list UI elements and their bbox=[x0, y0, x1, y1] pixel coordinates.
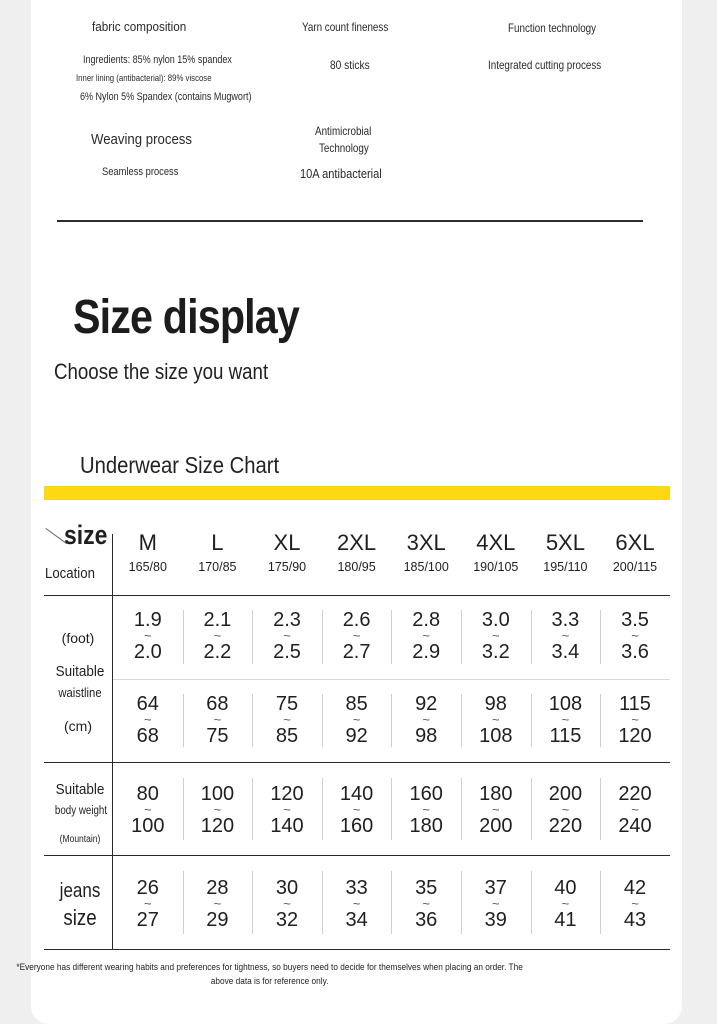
tilde: ~ bbox=[144, 802, 152, 817]
weight-bottom-rule bbox=[44, 855, 670, 856]
jeans-cell-max: 43 bbox=[623, 909, 647, 931]
waist-cm-cell bbox=[252, 694, 322, 746]
tilde: ~ bbox=[492, 712, 500, 727]
fabric-line-3: 6% Nylon 5% Spandex (contains Mugwort) bbox=[80, 91, 252, 103]
column-separator bbox=[600, 871, 601, 934]
jeans-cell-max: 41 bbox=[554, 909, 577, 931]
waist-cm-cell bbox=[113, 694, 183, 746]
antimicrobial-value: 10A antibacterial bbox=[300, 166, 382, 181]
waist-foot-cell-min: 3.5 bbox=[621, 609, 649, 631]
weaving-value: Seamless process bbox=[102, 166, 179, 178]
jeans-cell-min: 37 bbox=[484, 877, 507, 899]
disclaimer-note: *Everyone has different wearing habits and preferences for tightness, so buyers need to decide for themselves when placing an order. The above data is for reference only. bbox=[16, 962, 523, 986]
column-separator bbox=[600, 778, 601, 840]
waist-foot-cell-max: 3.6 bbox=[621, 641, 649, 663]
jeans-cell-min: 35 bbox=[415, 877, 438, 899]
waist-cm-cell bbox=[182, 694, 252, 746]
weight-cell-min: 80 bbox=[136, 783, 159, 805]
tilde: ~ bbox=[561, 802, 570, 817]
waist-foot-cell bbox=[182, 610, 252, 662]
jeans-cell-max: 32 bbox=[275, 909, 299, 931]
jeans-cell-min: 28 bbox=[206, 877, 229, 899]
column-separator bbox=[600, 610, 601, 664]
tilde: ~ bbox=[283, 802, 291, 817]
jeans-cell-max: 27 bbox=[136, 909, 159, 931]
weight-cell-min: 220 bbox=[618, 783, 652, 805]
column-separator bbox=[391, 694, 392, 747]
jeans-cell-min: 42 bbox=[623, 877, 647, 899]
page-title: Size display bbox=[73, 291, 299, 344]
size-header-4xl: 4XL bbox=[476, 530, 516, 555]
antimicrobial-label-1: Antimicrobial bbox=[315, 124, 372, 138]
tilde: ~ bbox=[144, 712, 152, 727]
jeans-cell bbox=[600, 878, 670, 930]
weight-cell-min: 180 bbox=[479, 783, 513, 805]
waist-cm-label: (cm) bbox=[64, 718, 92, 734]
height-waist-4xl: 190/105 bbox=[473, 560, 519, 574]
weight-cell bbox=[461, 784, 531, 836]
weight-cell-max: 240 bbox=[618, 815, 652, 837]
jeans-cell-min: 30 bbox=[275, 877, 299, 899]
waist-cm-cell bbox=[391, 694, 461, 746]
column-separator bbox=[391, 778, 392, 840]
tilde: ~ bbox=[213, 712, 222, 727]
weight-cell-max: 160 bbox=[339, 815, 374, 837]
waist-foot-cell-max: 3.2 bbox=[481, 641, 510, 663]
column-separator bbox=[461, 871, 462, 934]
tilde: ~ bbox=[213, 896, 222, 911]
jeans-cell bbox=[252, 878, 322, 930]
weight-cell-max: 220 bbox=[548, 815, 583, 837]
weight-cell-max: 120 bbox=[200, 815, 235, 837]
column-separator bbox=[252, 694, 253, 747]
jeans-cell bbox=[322, 878, 392, 930]
tilde: ~ bbox=[631, 628, 639, 643]
tilde: ~ bbox=[561, 628, 570, 643]
height-waist-5xl: 195/110 bbox=[543, 560, 588, 574]
waist-foot-cell bbox=[252, 610, 322, 662]
size-header-2xl: 2XL bbox=[337, 530, 377, 555]
header-rule bbox=[44, 595, 670, 596]
column-separator bbox=[183, 778, 184, 840]
header-size-label: size bbox=[64, 520, 108, 550]
column-separator bbox=[252, 610, 253, 664]
column-separator bbox=[391, 610, 392, 664]
tilde: ~ bbox=[561, 896, 570, 911]
column-separator bbox=[322, 610, 323, 664]
weight-cell bbox=[530, 784, 600, 836]
weight-cell bbox=[182, 784, 252, 836]
waist-foot-cell-max: 3.4 bbox=[551, 641, 580, 663]
waist-cm-cell-min: 68 bbox=[206, 693, 229, 715]
waist-foot-cell-max: 2.7 bbox=[342, 641, 371, 663]
height-waist-m: 165/80 bbox=[128, 560, 167, 574]
column-separator bbox=[531, 610, 532, 664]
jeans-cell-max: 29 bbox=[206, 909, 229, 931]
waist-foot-cell-min: 3.0 bbox=[481, 609, 510, 631]
weight-cell-min: 100 bbox=[200, 783, 235, 805]
weight-cell-min: 160 bbox=[409, 783, 443, 805]
column-separator bbox=[391, 871, 392, 934]
size-header-xl: XL bbox=[273, 530, 301, 555]
fabric-line-1: Ingredients: 85% nylon 15% spandex bbox=[83, 54, 232, 66]
tilde: ~ bbox=[492, 628, 500, 643]
waist-foot-cell bbox=[322, 610, 392, 662]
waist-cm-cell bbox=[530, 694, 600, 746]
header-location-label: Location bbox=[45, 565, 95, 582]
chart-title: Underwear Size Chart bbox=[80, 452, 280, 478]
waist-foot-cell-min: 2.8 bbox=[412, 609, 441, 631]
tilde: ~ bbox=[352, 802, 361, 817]
jeans-label: jeans bbox=[59, 880, 101, 902]
jeans-cell-min: 26 bbox=[136, 877, 159, 899]
page-subtitle: Choose the size you want bbox=[54, 359, 269, 384]
jeans-cell bbox=[461, 878, 531, 930]
yarn-label: Yarn count fineness bbox=[302, 20, 389, 34]
column-separator bbox=[322, 778, 323, 840]
size-header-6xl: 6XL bbox=[615, 530, 655, 555]
waist-cm-cell-min: 98 bbox=[484, 693, 507, 715]
antimicrobial-label-2: Technology bbox=[319, 141, 369, 155]
function-value: Integrated cutting process bbox=[488, 58, 602, 72]
column-separator bbox=[461, 778, 462, 840]
waist-cm-cell-max: 98 bbox=[415, 725, 438, 747]
tilde: ~ bbox=[422, 896, 430, 911]
column-separator bbox=[252, 778, 253, 840]
jeans-size-label: size bbox=[63, 905, 97, 930]
waist-foot-cell bbox=[600, 610, 670, 662]
waist-cm-cell-max: 92 bbox=[345, 725, 368, 747]
waist-foot-cell bbox=[391, 610, 461, 662]
waist-mid-rule bbox=[112, 679, 670, 680]
tilde: ~ bbox=[492, 802, 500, 817]
column-separator bbox=[183, 610, 184, 664]
waist-cm-cell bbox=[461, 694, 531, 746]
waist-bottom-rule bbox=[44, 762, 670, 763]
waist-foot-cell bbox=[461, 610, 531, 662]
height-waist-3xl: 185/100 bbox=[403, 560, 449, 574]
jeans-cell bbox=[530, 878, 600, 930]
column-separator bbox=[531, 694, 532, 747]
jeans-cell-max: 36 bbox=[415, 909, 438, 931]
tilde: ~ bbox=[561, 712, 570, 727]
fabric-label: fabric composition bbox=[92, 19, 187, 34]
column-separator bbox=[600, 694, 601, 747]
jeans-cell bbox=[182, 878, 252, 930]
weaving-label: Weaving process bbox=[91, 131, 193, 148]
column-separator bbox=[183, 694, 184, 747]
height-waist-xl: 175/90 bbox=[267, 560, 307, 574]
waistline-label: waistline bbox=[58, 686, 102, 700]
tilde: ~ bbox=[631, 712, 639, 727]
weight-cell-min: 140 bbox=[339, 783, 374, 805]
jeans-cell-min: 40 bbox=[554, 877, 577, 899]
weight-cell-max: 100 bbox=[131, 815, 165, 837]
column-separator bbox=[531, 778, 532, 840]
weight-cell-max: 200 bbox=[479, 815, 513, 837]
tilde: ~ bbox=[283, 628, 291, 643]
jeans-cell-max: 39 bbox=[484, 909, 507, 931]
weight-cell bbox=[600, 784, 670, 836]
tilde: ~ bbox=[213, 628, 222, 643]
waist-cm-cell-max: 68 bbox=[136, 725, 159, 747]
waist-cm-cell bbox=[322, 694, 392, 746]
waist-cm-cell-max: 120 bbox=[618, 725, 652, 747]
waist-cm-cell-min: 64 bbox=[136, 693, 159, 715]
weight-cell bbox=[252, 784, 322, 836]
waist-foot-cell-min: 2.6 bbox=[342, 609, 371, 631]
waist-foot-cell bbox=[530, 610, 600, 662]
tilde: ~ bbox=[631, 896, 639, 911]
column-separator bbox=[183, 871, 184, 934]
tilde: ~ bbox=[631, 802, 639, 817]
waist-cm-cell-max: 75 bbox=[206, 725, 229, 747]
waist-foot-cell-max: 2.9 bbox=[412, 641, 441, 663]
column-separator bbox=[322, 694, 323, 747]
tilde: ~ bbox=[144, 896, 152, 911]
weight-unit-label: (Mountain) bbox=[59, 834, 101, 845]
column-separator bbox=[461, 694, 462, 747]
height-waist-2xl: 180/95 bbox=[337, 560, 376, 574]
function-label: Function technology bbox=[508, 21, 597, 35]
size-header-5xl: 5XL bbox=[545, 530, 585, 555]
waist-foot-cell-min: 2.3 bbox=[273, 609, 301, 631]
tilde: ~ bbox=[352, 712, 361, 727]
waist-foot-cell-max: 2.5 bbox=[273, 641, 301, 663]
waist-cm-cell-max: 108 bbox=[479, 725, 513, 747]
waist-cm-cell-min: 115 bbox=[619, 693, 651, 715]
tilde: ~ bbox=[352, 896, 361, 911]
waist-cm-cell-min: 85 bbox=[345, 693, 368, 715]
tilde: ~ bbox=[422, 802, 430, 817]
jeans-cell-min: 33 bbox=[345, 877, 368, 899]
waist-foot-cell bbox=[113, 610, 183, 662]
waist-cm-cell bbox=[600, 694, 670, 746]
jeans-cell-max: 34 bbox=[345, 909, 368, 931]
tilde: ~ bbox=[492, 896, 500, 911]
weight-cell bbox=[391, 784, 461, 836]
waist-foot-cell-min: 1.9 bbox=[133, 609, 162, 631]
waist-cm-cell-min: 75 bbox=[275, 693, 299, 715]
weight-cell-min: 200 bbox=[548, 783, 583, 805]
size-header-3xl: 3XL bbox=[406, 530, 446, 555]
height-waist-l: 170/85 bbox=[198, 560, 237, 574]
tilde: ~ bbox=[144, 628, 152, 643]
tilde: ~ bbox=[283, 712, 291, 727]
weight-cell-min: 120 bbox=[270, 783, 304, 805]
yarn-value: 80 sticks bbox=[330, 58, 370, 72]
jeans-cell bbox=[391, 878, 461, 930]
jeans-cell bbox=[113, 878, 183, 930]
waist-cm-cell-min: 108 bbox=[548, 693, 583, 715]
fabric-line-2: Inner lining (antibacterial): 89% viscose bbox=[76, 73, 212, 84]
weight-cell-max: 180 bbox=[409, 815, 443, 837]
column-separator bbox=[461, 610, 462, 664]
weight-cell bbox=[322, 784, 392, 836]
column-separator bbox=[322, 871, 323, 934]
weight-suitable-label: Suitable bbox=[55, 781, 105, 798]
accent-bar bbox=[44, 486, 670, 500]
tilde: ~ bbox=[422, 628, 430, 643]
waist-foot-label: (foot) bbox=[61, 630, 95, 646]
weight-cell bbox=[113, 784, 183, 836]
waist-foot-cell-min: 2.1 bbox=[203, 609, 232, 631]
section-divider bbox=[57, 220, 643, 222]
size-header-l: L bbox=[211, 530, 224, 555]
tilde: ~ bbox=[213, 802, 222, 817]
waist-foot-cell-min: 3.3 bbox=[551, 609, 580, 631]
waist-foot-cell-max: 2.2 bbox=[203, 641, 232, 663]
body-weight-label: body weight bbox=[54, 805, 108, 817]
tilde: ~ bbox=[352, 628, 361, 643]
tilde: ~ bbox=[283, 896, 291, 911]
waist-cm-cell-max: 115 bbox=[549, 725, 582, 747]
table-bottom-rule bbox=[44, 949, 670, 950]
waist-cm-cell-max: 85 bbox=[275, 725, 299, 747]
column-separator bbox=[531, 871, 532, 934]
waist-foot-cell-max: 2.0 bbox=[133, 641, 162, 663]
weight-cell-max: 140 bbox=[270, 815, 304, 837]
tilde: ~ bbox=[422, 712, 430, 727]
size-header-m: M bbox=[138, 530, 157, 555]
column-separator bbox=[252, 871, 253, 934]
height-waist-6xl: 200/115 bbox=[612, 560, 658, 574]
waist-suitable-label: Suitable bbox=[55, 663, 105, 680]
waist-cm-cell-min: 92 bbox=[415, 693, 438, 715]
